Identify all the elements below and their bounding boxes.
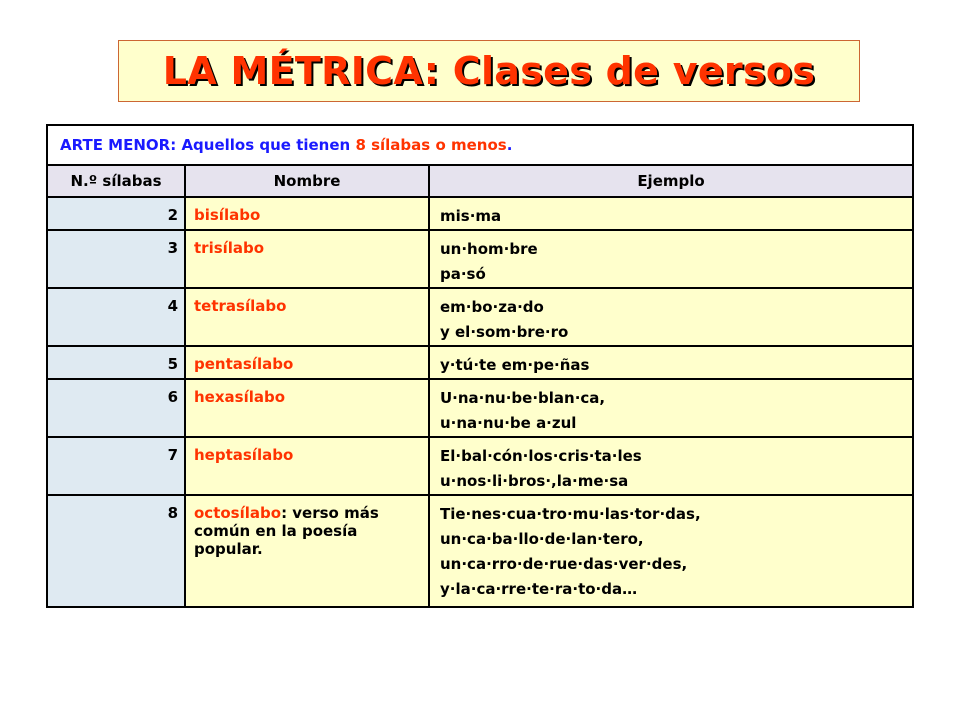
syllable-count: 3: [47, 230, 185, 288]
example-line: u·na·nu·be a·zul: [440, 414, 577, 432]
header-example: Ejemplo: [429, 165, 913, 197]
intro-text-before: : Aquellos que tienen: [170, 136, 356, 154]
syllable-count: 6: [47, 379, 185, 437]
example-line: un·ca·ba·llo·de·lan·tero,: [440, 530, 644, 548]
example-cell: [429, 288, 913, 346]
intro-row: [47, 125, 913, 165]
syllable-count: 2: [47, 197, 185, 230]
example-line: Tie·nes·cua·tro·mu·las·tor·das,: [440, 505, 701, 523]
header-syllables: N.º sílabas: [47, 165, 185, 197]
table-row: [47, 495, 913, 607]
example-line: u·nos·li·bros·,la·me·sa: [440, 472, 629, 490]
example-line: El·bal·cón·los·cris·ta·les: [440, 447, 642, 465]
example-line: y·tú·te em·pe·ñas: [440, 356, 590, 374]
example-line: un·ca·rro·de·rue·das·ver·des,: [440, 555, 688, 573]
syllable-count: 5: [47, 346, 185, 379]
title-box: [118, 40, 860, 102]
verse-name: trisílabo: [194, 239, 265, 257]
example-line: mis·ma: [440, 207, 502, 225]
table-row: [47, 379, 913, 437]
verse-name: heptasílabo: [194, 446, 294, 464]
table-row: [47, 197, 913, 230]
verse-name: bisílabo: [194, 206, 261, 224]
verse-name-cell: [185, 437, 429, 495]
example-cell: [429, 197, 913, 230]
example-cell: [429, 346, 913, 379]
table-row: [47, 437, 913, 495]
syllable-count: 8: [47, 495, 185, 607]
intro-cell: [47, 125, 913, 165]
syllable-count: 7: [47, 437, 185, 495]
verse-name-cell: [185, 379, 429, 437]
verse-name: tetrasílabo: [194, 297, 287, 315]
page-title: LA MÉTRICA: Clases de versos: [162, 49, 816, 93]
example-cell: [429, 495, 913, 607]
verse-name-cell: [185, 230, 429, 288]
verse-name-cell: [185, 346, 429, 379]
syllable-count: 4: [47, 288, 185, 346]
intro-highlight: 8 sílabas o menos: [355, 136, 507, 154]
example-cell: [429, 437, 913, 495]
verse-name: hexasílabo: [194, 388, 286, 406]
verse-name: octosílabo: [194, 504, 282, 522]
intro-text-after: .: [506, 136, 513, 154]
example-line: y el·som·bre·ro: [440, 323, 569, 341]
example-cell: [429, 379, 913, 437]
example-line: un·hom·bre: [440, 240, 538, 258]
example-line: pa·só: [440, 265, 486, 283]
intro-label: ARTE MENOR: [60, 136, 171, 154]
example-line: em·bo·za·do: [440, 298, 544, 316]
example-line: U·na·nu·be·blan·ca,: [440, 389, 606, 407]
example-line: y·la·ca·rre·te·ra·to·da…: [440, 580, 638, 598]
table-row: [47, 230, 913, 288]
verse-name-cell: [185, 495, 429, 607]
verse-note: : verso más común en la poesía popular.: [194, 504, 379, 558]
verse-name-cell: [185, 197, 429, 230]
verse-name-cell: [185, 288, 429, 346]
verse-name: pentasílabo: [194, 355, 294, 373]
table-row: [47, 288, 913, 346]
verse-table: [46, 124, 914, 608]
table-row: [47, 346, 913, 379]
header-name: Nombre: [185, 165, 429, 197]
header-row: [47, 165, 913, 197]
example-cell: [429, 230, 913, 288]
